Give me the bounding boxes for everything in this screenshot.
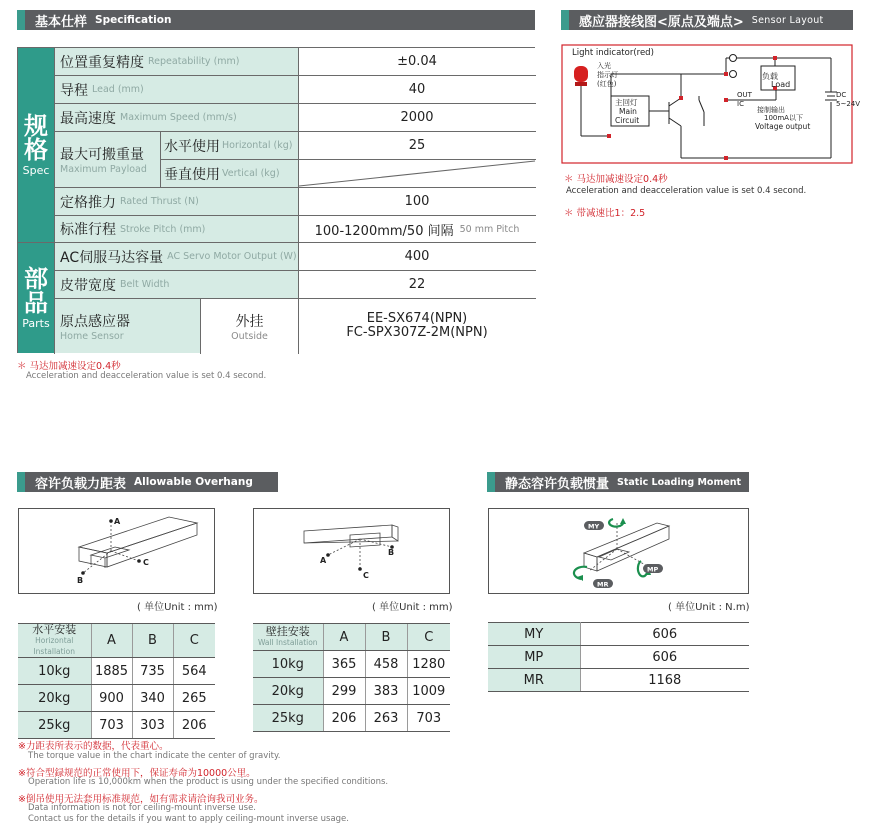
outside-zh: 外挂 — [235, 313, 264, 330]
value-max-speed: 2000 — [299, 104, 535, 131]
label-en: Stroke Pitch (mm) — [120, 223, 206, 235]
label-zh: 标准行程 — [60, 222, 116, 238]
head-en: Wall Installation — [257, 638, 318, 647]
main-circuit-en-1: Main — [619, 107, 637, 116]
sensor-wiring-diagram — [561, 40, 861, 165]
value-c: 1280 — [407, 651, 450, 678]
label-en: Belt Width — [120, 279, 170, 290]
value-servo-motor: 400 — [299, 243, 535, 270]
value-b: 383 — [365, 678, 407, 705]
moment-section-header — [487, 472, 749, 492]
wall-actuator-drawing — [254, 509, 449, 593]
table-row — [253, 678, 450, 705]
dc-label: DC — [836, 91, 847, 99]
moment-header-zh: 静态容许负载惯量 — [505, 476, 610, 492]
axis-b-label: B — [77, 576, 84, 585]
indicator-zh-3: (红色) — [597, 80, 617, 88]
head-en: Horizontal Installation — [33, 636, 76, 656]
wall-unit: ( 单位Unit : mm) — [372, 602, 453, 613]
load-zh: 负载 — [762, 72, 778, 81]
spec-note-en: Acceleration and deacceleration value is set 0.4 second. — [26, 371, 267, 381]
value-c: 206 — [173, 712, 215, 739]
value-a: 299 — [323, 678, 365, 705]
value-c: 703 — [407, 705, 450, 732]
dc-voltage: 5~24V — [836, 100, 861, 108]
spec-grid-lines — [18, 48, 536, 354]
label-zh: 皮带宽度 — [60, 277, 116, 294]
footer-note-2-zh: ※符合型録规范的正常使用下，保证寿命为10000公里。 — [18, 768, 256, 779]
footer-note-2-en: Operation life is 10,000km when the product is using under the specified conditions. — [28, 777, 389, 787]
label-zh: 位置重复精度 — [60, 54, 144, 71]
value-b: 458 — [365, 651, 407, 678]
main-circuit-zh: 主回灯 — [615, 98, 638, 107]
horizontal-unit: ( 单位Unit : mm) — [137, 602, 218, 613]
moment-name: MP — [488, 646, 580, 669]
label-zh: 定格推力 — [60, 194, 116, 211]
spec-section-header — [17, 10, 535, 30]
moment-name: MY — [488, 623, 580, 646]
col-c: C — [407, 624, 450, 651]
value-c: 265 — [173, 685, 215, 712]
table-row — [18, 685, 215, 712]
sensor-model-2: FC-SPX307Z-2M(NPN) — [346, 325, 488, 340]
sensor-note-1: ＊ 马达加减速设定0.4秒 — [564, 174, 668, 185]
moment-actuator-drawing — [489, 509, 748, 593]
label-en: Repeatability (mm) — [148, 56, 240, 67]
sensor-note-3: ＊ 带减速比1：2.5 — [564, 208, 646, 219]
overhang-header-zh: 容许负载力距表 — [35, 476, 127, 492]
head-zh: 水平安装 — [32, 623, 77, 636]
table-header-row — [253, 624, 450, 651]
label-zh: 最大可搬重量 — [60, 147, 144, 163]
main-circuit-en-2: Circuit — [615, 116, 640, 125]
moment-unit: ( 单位Unit : N.m) — [668, 602, 750, 613]
value-horizontal: 25 — [299, 132, 535, 159]
col-b: B — [365, 624, 407, 651]
axis-a-label: A — [320, 556, 327, 565]
label-zh: 最高速度 — [60, 110, 116, 127]
load-cell: 20kg — [253, 678, 323, 705]
value-b: 263 — [365, 705, 407, 732]
load-cell: 10kg — [18, 658, 91, 685]
indicator-zh-1: 入光 — [597, 62, 611, 70]
table-row — [18, 712, 215, 739]
moment-table — [488, 622, 749, 692]
load-en: Load — [771, 80, 791, 89]
spec-group-zh: 规格 — [24, 111, 48, 164]
ctrl-current: 100mA以下 — [764, 114, 803, 122]
footer-note-1-zh: ※力距表所表示的数据，代表重心。 — [18, 741, 169, 752]
sensor-header-zh: 感应器接线图<原点及端点> — [579, 14, 744, 30]
col-a: A — [323, 624, 365, 651]
stroke-value: 100-1200mm/50 间隔 — [314, 223, 454, 239]
header-accent-bar — [17, 472, 25, 492]
value-repeatability: ±0.04 — [299, 48, 535, 75]
value-a: 206 — [323, 705, 365, 732]
label-en: Lead (mm) — [92, 84, 144, 95]
footer-note-3-en: Data information is not for ceiling-mount inverse use. — [28, 803, 256, 813]
spec-header-zh: 基本仕样 — [35, 14, 88, 30]
axis-c-label: C — [143, 558, 149, 567]
footer-note-3-en2: Contact us for the details if you want to apply ceiling-mount inverse usage. — [28, 814, 349, 824]
table-row — [18, 658, 215, 685]
footer-note-3-zh: ※倒吊使用无法套用标准规范，如有需求请洽询我司业务。 — [18, 794, 264, 805]
value-a: 703 — [91, 712, 132, 739]
ctrl-zh: 接制输出 — [757, 106, 785, 114]
stroke-pitch-en: 50 mm Pitch — [459, 223, 520, 235]
sensor-model-1: EE-SX674(NPN) — [366, 311, 468, 326]
overhang-header-en: Allowable Overhang — [134, 476, 253, 488]
label-en: Maximum Speed (mm/s) — [120, 112, 237, 123]
col-a: A — [91, 624, 132, 658]
horizontal-head — [18, 624, 91, 658]
value-b: 303 — [132, 712, 173, 739]
out-label: OUT — [737, 91, 752, 99]
lamp-icon — [574, 66, 588, 82]
horizontal-overhang-diagram — [18, 508, 215, 594]
indicator-zh-2: 指示灯 — [597, 71, 618, 79]
light-indicator-label: Light indicator(red) — [572, 48, 654, 58]
parts-group-zh: 部品 — [24, 264, 48, 317]
sensor-section-header — [561, 10, 853, 30]
value-a: 900 — [91, 685, 132, 712]
footer-note-1-en: The torque value in the chart indicate the center of gravity. — [28, 751, 281, 761]
header-accent-bar — [487, 472, 495, 492]
ic-label: IC — [737, 100, 744, 108]
outside-en: Outside — [231, 330, 268, 342]
label-en: Maximum Payload — [60, 164, 147, 175]
label-zh: 原点感应器 — [60, 313, 130, 330]
wall-head — [253, 624, 323, 651]
axis-a-label: A — [114, 517, 121, 526]
moment-diagram — [488, 508, 749, 594]
parts-group-en: Parts — [22, 316, 50, 330]
col-c: C — [173, 624, 215, 658]
horizontal-overhang-table — [18, 623, 215, 739]
label-en: Rated Thrust (N) — [120, 196, 199, 207]
table-row — [253, 705, 450, 732]
label-zh: AC伺服马达容量 — [60, 249, 164, 266]
spec-group-en: Spec — [22, 163, 50, 177]
load-cell: 25kg — [18, 712, 91, 739]
value-c: 564 — [173, 658, 215, 685]
value-rated-thrust: 100 — [299, 188, 535, 215]
value-a: 1885 — [91, 658, 132, 685]
axis-c-label: C — [363, 571, 369, 580]
wall-overhang-diagram — [253, 508, 450, 594]
table-row — [488, 646, 749, 669]
moment-name: MR — [488, 669, 580, 692]
value-belt-width: 22 — [299, 271, 535, 298]
moment-value: 606 — [580, 623, 749, 646]
label-en: Home Sensor — [60, 330, 124, 342]
axis-b-label: B — [388, 548, 395, 557]
my-badge-label: MY — [588, 522, 600, 531]
table-row — [253, 651, 450, 678]
label-zh: 垂直使用 — [164, 166, 220, 183]
label-en: AC Servo Motor Output (W) — [167, 251, 297, 262]
spec-table — [17, 47, 535, 353]
sensor-note-2: Acceleration and deacceleration value is set 0.4 second. — [566, 186, 807, 196]
ctrl-en: Voltage output — [755, 122, 811, 131]
table-row — [488, 623, 749, 646]
load-cell: 20kg — [18, 685, 91, 712]
value-b: 340 — [132, 685, 173, 712]
mp-badge-label: MP — [647, 565, 659, 574]
header-accent-bar — [17, 10, 25, 30]
overhang-section-header — [17, 472, 278, 492]
table-header-row — [18, 624, 215, 658]
label-zh: 导程 — [60, 82, 88, 99]
moment-header-en: Static Loading Moment — [617, 476, 742, 488]
value-a: 365 — [323, 651, 365, 678]
sensor-header-en: Sensor Layout — [751, 14, 824, 26]
moment-value: 606 — [580, 646, 749, 669]
label-en: Horizontal (kg) — [222, 140, 293, 151]
value-b: 735 — [132, 658, 173, 685]
value-c: 1009 — [407, 678, 450, 705]
moment-value: 1168 — [580, 669, 749, 692]
header-accent-bar — [561, 10, 569, 30]
spec-header-en: Specification — [95, 14, 172, 26]
col-b: B — [132, 624, 173, 658]
spec-note-zh: ＊ 马达加减速设定0.4秒 — [17, 361, 121, 372]
label-zh: 水平使用 — [164, 138, 220, 155]
label-en: Vertical (kg) — [222, 168, 280, 179]
value-lead: 40 — [299, 76, 535, 103]
mr-badge-label: MR — [597, 580, 609, 589]
head-zh: 壁挂安装 — [265, 625, 310, 638]
load-cell: 10kg — [253, 651, 323, 678]
load-cell: 25kg — [253, 705, 323, 732]
wall-overhang-table — [253, 623, 450, 732]
table-row — [488, 669, 749, 692]
horizontal-actuator-drawing — [19, 509, 214, 593]
